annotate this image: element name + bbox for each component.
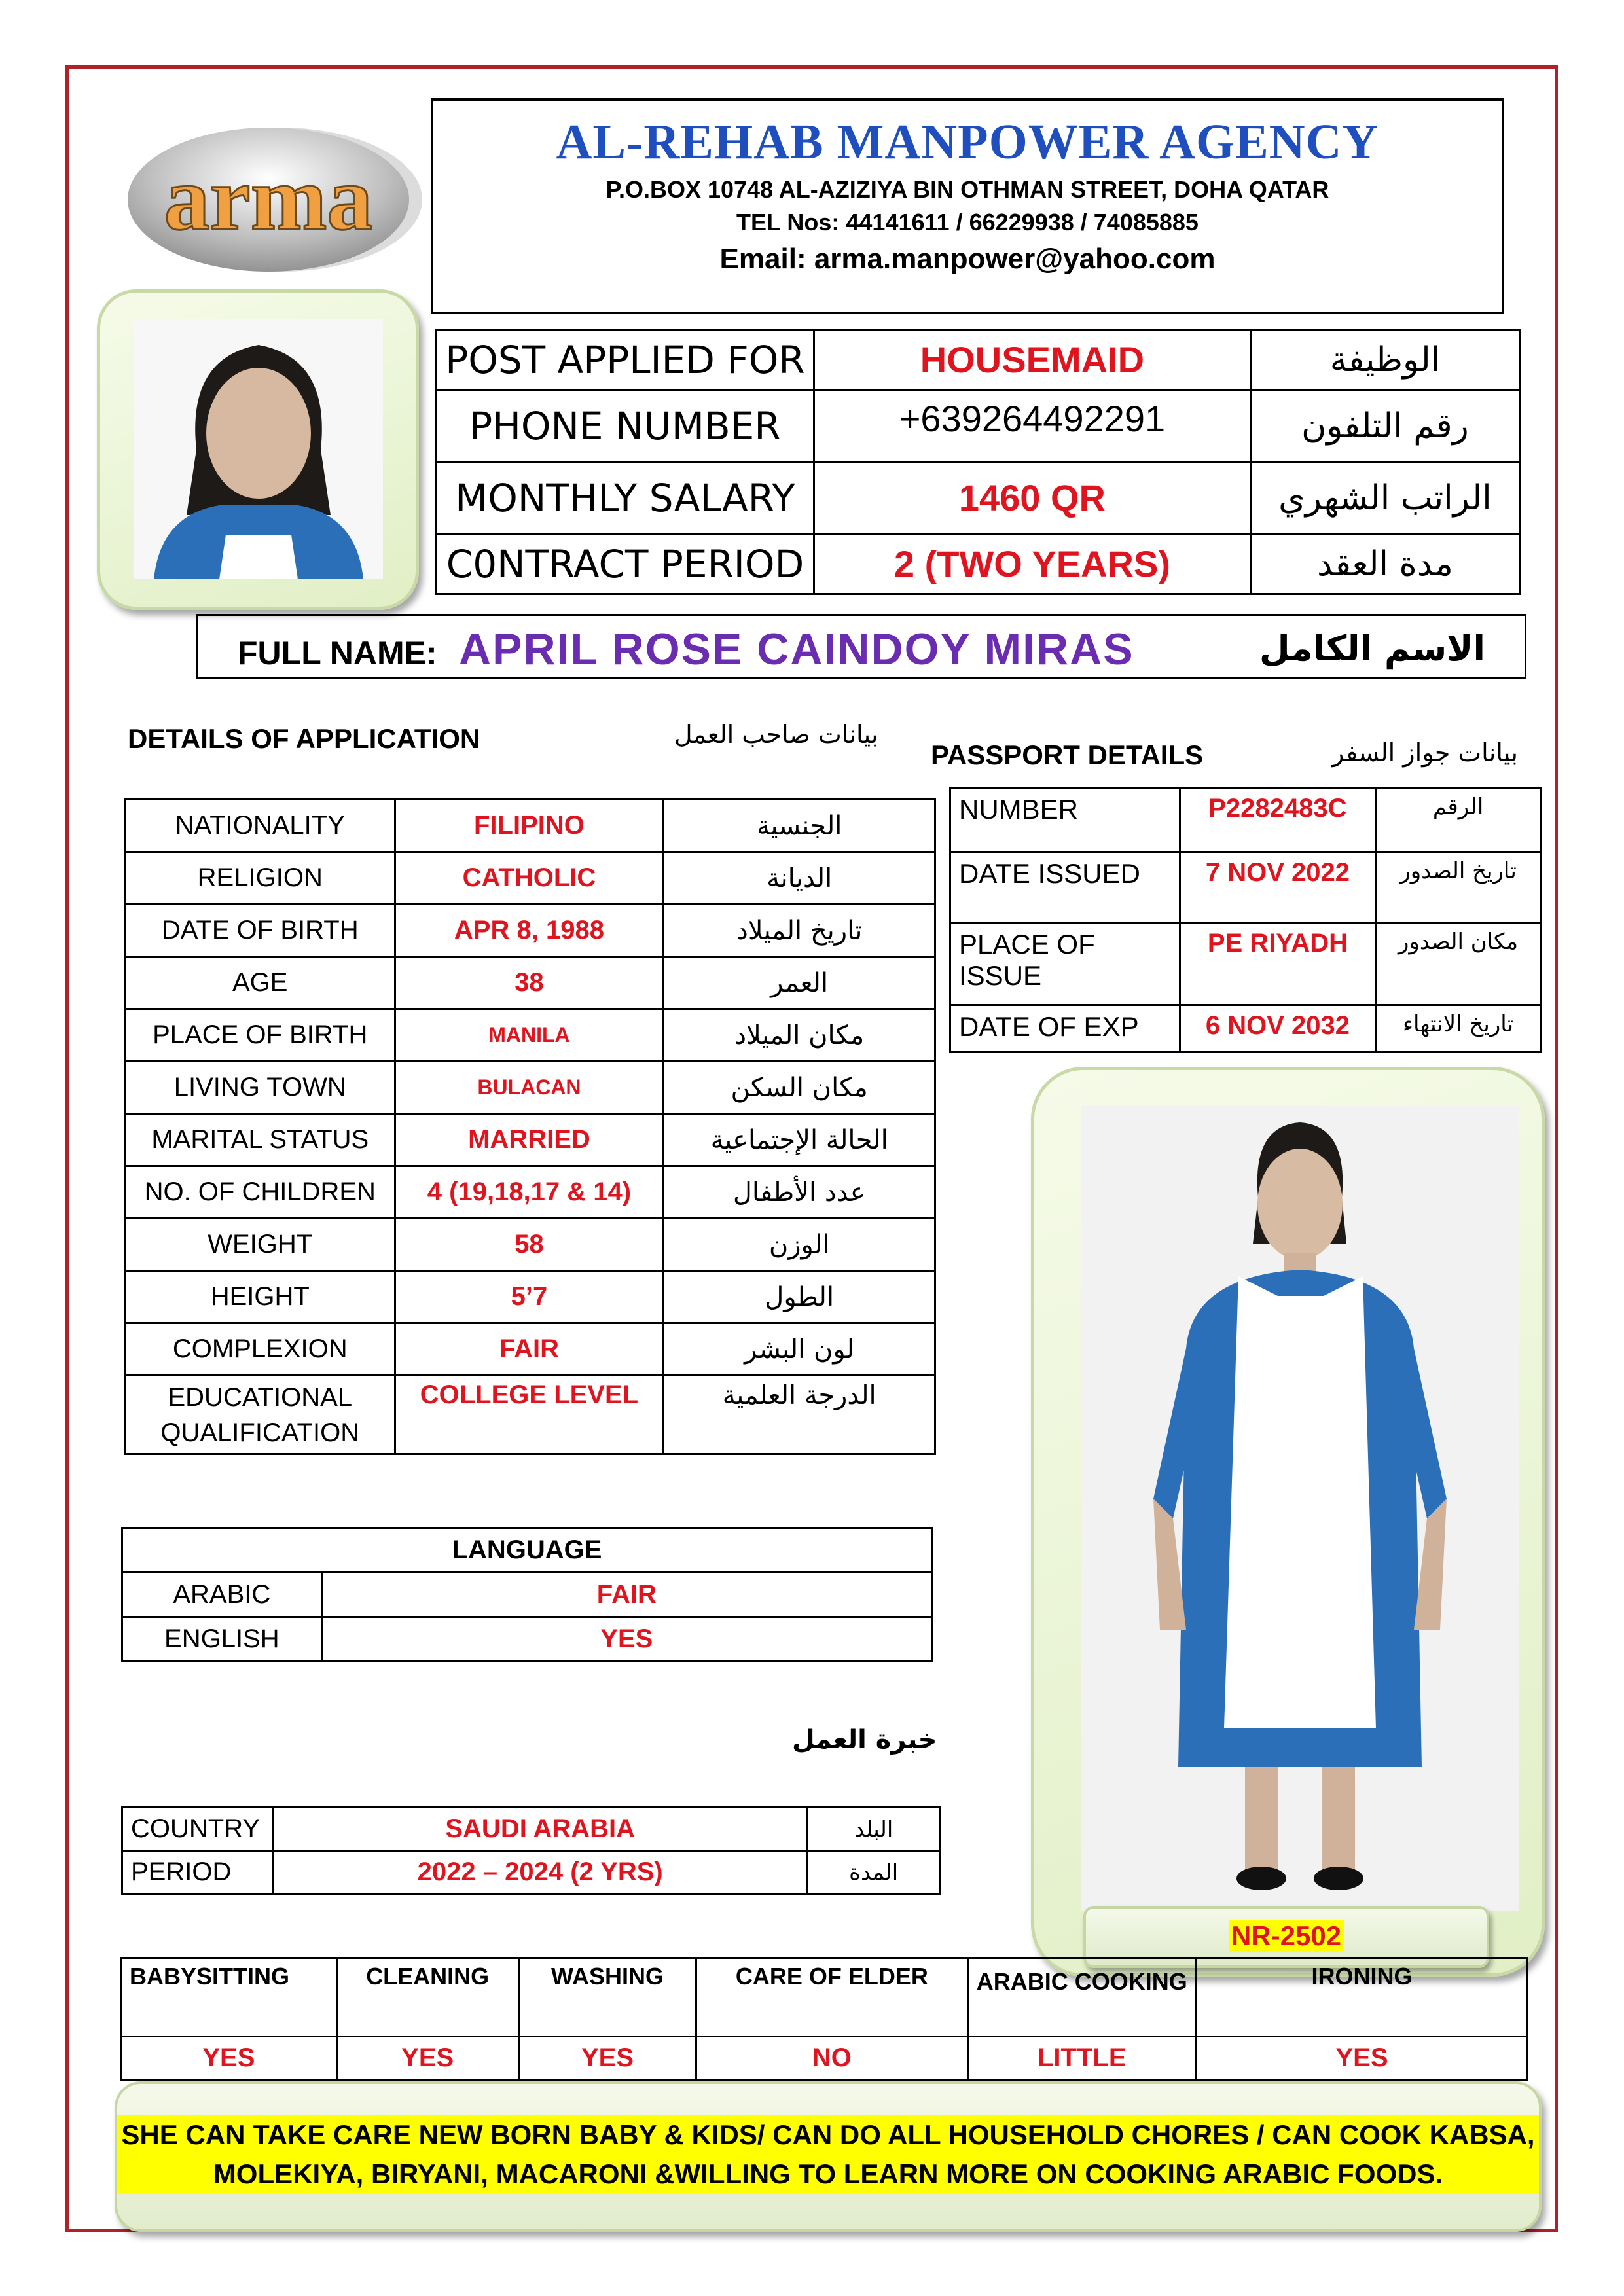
application-row-label-ar: لون البشر <box>664 1323 935 1376</box>
application-row-label: NATIONALITY <box>126 800 395 852</box>
application-row <box>126 1271 935 1323</box>
passport-row-label-ar: تاريخ الانتهاء <box>1376 1005 1541 1052</box>
application-row-value: 4 (19,18,17 & 14) <box>395 1166 664 1219</box>
post-row-label-ar: رقم التلفون <box>1250 390 1519 462</box>
application-row <box>126 800 935 852</box>
skill-value: LITTLE <box>967 2037 1197 2080</box>
language-row-label: ENGLISH <box>122 1617 322 1662</box>
language-row <box>122 1573 932 1617</box>
post-row-value: HOUSEMAID <box>814 330 1250 390</box>
agency-title: AL-REHAB MANPOWER AGENCY <box>556 115 1379 170</box>
full-name-label: FULL NAME: <box>238 635 437 672</box>
post-table <box>435 329 1521 595</box>
application-row-label: DATE OF BIRTH <box>126 905 395 957</box>
application-row-label-ar: مكان الميلاد <box>664 1009 935 1062</box>
application-row-value: 5’7 <box>395 1271 664 1323</box>
application-row <box>126 1114 935 1166</box>
application-row <box>126 1062 935 1114</box>
post-row-label-ar: الراتب الشهري <box>1250 462 1519 534</box>
passport-row-label: DATE OF EXP <box>950 1005 1180 1052</box>
experience-row-label: PERIOD <box>122 1851 273 1894</box>
application-row-label: RELIGION <box>126 852 395 905</box>
passport-row-value: P2282483C <box>1180 788 1375 852</box>
full-name-box <box>196 614 1526 679</box>
experience-title-ar: خبرة العمل <box>792 1725 937 1755</box>
language-header-row <box>122 1528 932 1573</box>
application-row-label-ar: الدرجة العلمية <box>664 1376 935 1454</box>
post-row-label: C0NTRACT PERIOD <box>437 534 814 594</box>
skills-header-row <box>121 1958 1528 2037</box>
application-row-label-ar: تاريخ الميلاد <box>664 905 935 957</box>
passport-row-label: PLACE OF ISSUE <box>950 923 1180 1005</box>
remarks-text <box>117 2115 1538 2194</box>
skill-value: YES <box>121 2037 337 2080</box>
experience-row-label-ar: البلد <box>808 1808 940 1851</box>
application-row <box>126 1219 935 1271</box>
application-section-title: DETAILS OF APPLICATION <box>128 723 480 754</box>
application-row-label: AGE <box>126 957 395 1009</box>
post-row <box>437 390 1520 462</box>
skill-label: WASHING <box>518 1958 696 2037</box>
application-row-label-ar: عدد الأطفال <box>664 1166 935 1219</box>
skills-value-row <box>121 2037 1528 2080</box>
passport-row-value: 6 NOV 2032 <box>1180 1005 1375 1052</box>
passport-row-label-ar: مكان الصدور <box>1376 923 1541 1005</box>
passport-row <box>950 788 1541 852</box>
passport-row-label-ar: تاريخ الصدور <box>1376 852 1541 923</box>
application-row-value: COLLEGE LEVEL <box>395 1376 664 1454</box>
portrait-photo-frame <box>97 289 419 610</box>
post-row-value: +639264492291 <box>814 390 1250 462</box>
application-row <box>126 1323 935 1376</box>
skill-label: ARABIC COOKING <box>967 1958 1197 2037</box>
fullbody-photo-frame <box>1031 1067 1545 1977</box>
application-row-label: NO. OF CHILDREN <box>126 1166 395 1219</box>
skill-label: CLEANING <box>336 1958 518 2037</box>
application-table <box>124 798 936 1455</box>
svg-text:arma: arma <box>164 148 373 249</box>
application-row-value: 38 <box>395 957 664 1009</box>
experience-row <box>122 1851 940 1894</box>
post-row-label-ar: الوظيفة <box>1250 330 1519 390</box>
application-row-value: 58 <box>395 1219 664 1271</box>
post-row <box>437 534 1520 594</box>
skill-label: IRONING <box>1197 1958 1528 2037</box>
application-row-label-ar: الحالة الإجتماعية <box>664 1114 935 1166</box>
application-row-label-ar: الديانة <box>664 852 935 905</box>
post-row-label-ar: مدة العقد <box>1250 534 1519 594</box>
remarks-line-1: SHE CAN TAKE CARE NEW BORN BABY & KIDS/ CAN DO ALL HOUSEHOLD CHORES / CAN COOK KABSA, <box>121 2119 1535 2150</box>
passport-row <box>950 1005 1541 1052</box>
fullbody-photo <box>1081 1106 1519 1911</box>
application-row-label-ar: العمر <box>664 957 935 1009</box>
post-row-label: PHONE NUMBER <box>437 390 814 462</box>
language-row-label: ARABIC <box>122 1573 322 1617</box>
application-row <box>126 1009 935 1062</box>
agency-email: Email: arma.manpower@yahoo.com <box>719 243 1216 275</box>
application-section-title-ar: بيانات صاحب العمل <box>674 720 878 749</box>
application-row-value: MARRIED <box>395 1114 664 1166</box>
passport-section-title-ar: بيانات جواز السفر <box>1332 738 1518 767</box>
skills-table <box>120 1957 1528 2081</box>
skill-value: YES <box>518 2037 696 2080</box>
application-row-label-ar: الوزن <box>664 1219 935 1271</box>
reference-code: NR-2502 <box>1229 1920 1344 1952</box>
application-row-value: BULACAN <box>395 1062 664 1114</box>
agency-tel: TEL Nos: 44141611 / 66229938 / 74085885 <box>736 209 1199 236</box>
application-row <box>126 852 935 905</box>
application-row-label: PLACE OF BIRTH <box>126 1009 395 1062</box>
post-row-label: MONTHLY SALARY <box>437 462 814 534</box>
application-row <box>126 1376 935 1454</box>
passport-row-value: 7 NOV 2022 <box>1180 852 1375 923</box>
application-row <box>126 957 935 1009</box>
application-row-value: APR 8, 1988 <box>395 905 664 957</box>
experience-row-label: COUNTRY <box>122 1808 273 1851</box>
application-row-value: CATHOLIC <box>395 852 664 905</box>
experience-row <box>122 1808 940 1851</box>
application-row-label: MARITAL STATUS <box>126 1114 395 1166</box>
application-row-label: LIVING TOWN <box>126 1062 395 1114</box>
skill-label: CARE OF ELDER <box>696 1958 967 2037</box>
post-row <box>437 330 1520 390</box>
application-row-value: FAIR <box>395 1323 664 1376</box>
language-row <box>122 1617 932 1662</box>
agency-logo <box>118 121 432 281</box>
portrait-photo <box>134 319 383 579</box>
passport-section-title: PASSPORT DETAILS <box>931 740 1204 770</box>
passport-row-label: NUMBER <box>950 788 1180 852</box>
skill-label: BABYSITTING <box>121 1958 337 2037</box>
application-row-label: EDUCATIONAL QUALIFICATION <box>126 1376 395 1454</box>
application-row <box>126 1166 935 1219</box>
language-table <box>121 1527 933 1662</box>
passport-row-value: PE RIYADH <box>1180 923 1375 1005</box>
experience-row-label-ar: المدة <box>808 1851 940 1894</box>
post-row-value: 1460 QR <box>814 462 1250 534</box>
post-row-value: 2 (TWO YEARS) <box>814 534 1250 594</box>
skill-value: YES <box>1197 2037 1528 2080</box>
agency-address: P.O.BOX 10748 AL-AZIZIYA BIN OTHMAN STREET, DOHA QATAR <box>605 176 1329 203</box>
passport-row-label: DATE ISSUED <box>950 852 1180 923</box>
passport-row <box>950 923 1541 1005</box>
full-name-label-ar: الاسم الكامل <box>1259 628 1485 669</box>
application-row <box>126 905 935 957</box>
application-row-label: WEIGHT <box>126 1219 395 1271</box>
experience-row-value: 2022 – 2024 (2 YRS) <box>272 1851 807 1894</box>
application-row-value: MANILA <box>395 1009 664 1062</box>
skill-value: NO <box>696 2037 967 2080</box>
post-row <box>437 462 1520 534</box>
application-row-value: FILIPINO <box>395 800 664 852</box>
language-row-value: FAIR <box>321 1573 931 1617</box>
post-row-label: POST APPLIED FOR <box>437 330 814 390</box>
full-name-value: APRIL ROSE CAINDOY MIRAS <box>459 624 1134 674</box>
passport-row-label-ar: الرقم <box>1376 788 1541 852</box>
language-row-value: YES <box>321 1617 931 1662</box>
experience-table <box>121 1806 941 1895</box>
language-title: LANGUAGE <box>122 1528 932 1573</box>
skill-value: YES <box>336 2037 518 2080</box>
agency-header <box>431 98 1504 314</box>
application-row-label: HEIGHT <box>126 1271 395 1323</box>
remarks-box <box>115 2081 1542 2232</box>
experience-row-value: SAUDI ARABIA <box>272 1808 807 1851</box>
passport-table <box>949 787 1542 1053</box>
application-row-label: COMPLEXION <box>126 1323 395 1376</box>
passport-row <box>950 852 1541 923</box>
application-row-label-ar: مكان السكن <box>664 1062 935 1114</box>
application-row-label-ar: الجنسية <box>664 800 935 852</box>
application-row-label-ar: الطول <box>664 1271 935 1323</box>
remarks-line-2: MOLEKIYA, BIRYANI, MACARONI &WILLING TO LEARN MORE ON COOKING ARABIC FOODS. <box>213 2159 1443 2189</box>
